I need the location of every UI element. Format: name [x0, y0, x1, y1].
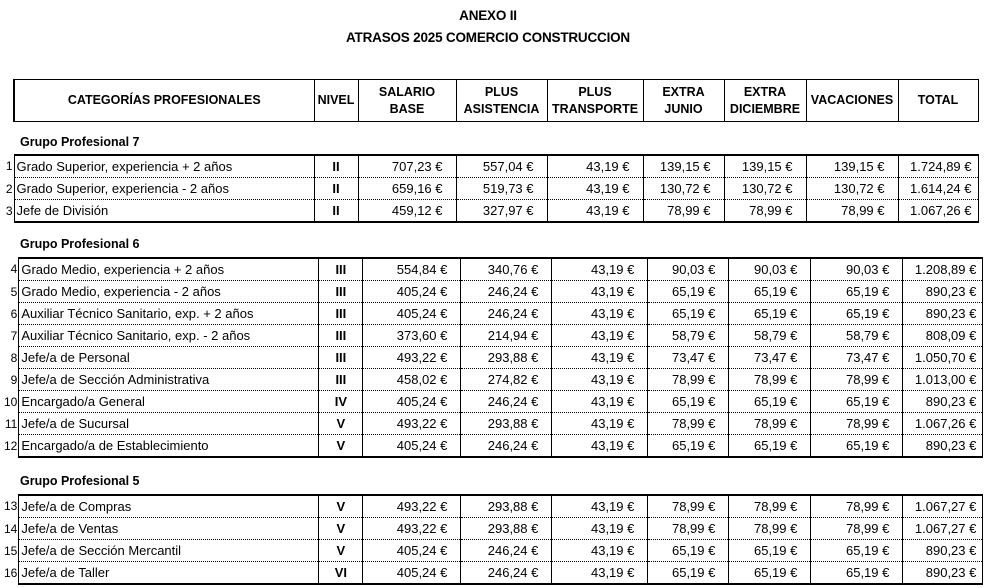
row-number: 1	[5, 159, 13, 174]
group-table	[4, 494, 983, 585]
total-cell: 890,23 €	[903, 562, 983, 585]
extra-junio-cell: 78,99 €	[648, 518, 729, 540]
plus-transporte-cell: 43,19 €	[552, 518, 648, 540]
nivel-cell: III	[319, 369, 363, 391]
vacaciones-cell: 65,19 €	[811, 303, 903, 325]
header-vacaciones: VACACIONES	[806, 80, 898, 122]
row-number: 11	[4, 416, 18, 431]
extra-junio-cell: 65,19 €	[648, 391, 729, 413]
extra-junio-cell: 130,72 €	[643, 178, 724, 200]
row-number: 3	[5, 203, 13, 218]
categoria-cell: Jefe/a de Taller	[19, 562, 319, 585]
total-cell: 890,23 €	[903, 303, 983, 325]
header-total: TOTAL	[898, 80, 978, 122]
salario-base-cell: 493,22 €	[363, 495, 461, 518]
extra-junio-cell: 73,47 €	[648, 347, 729, 369]
salario-base-cell: 707,23 €	[358, 155, 456, 178]
vacaciones-cell: 78,99 €	[811, 369, 903, 391]
plus-transporte-cell: 43,19 €	[552, 435, 648, 458]
salario-base-cell: 458,02 €	[363, 369, 461, 391]
total-cell: 1.050,70 €	[903, 347, 983, 369]
plus-asistencia-cell: 214,94 €	[461, 325, 552, 347]
plus-asistencia-cell: 246,24 €	[461, 303, 552, 325]
header-extra-junio: EXTRA JUNIO	[643, 80, 724, 122]
vacaciones-cell: 65,19 €	[811, 391, 903, 413]
plus-transporte-cell: 43,19 €	[552, 391, 648, 413]
vacaciones-cell: 65,19 €	[811, 562, 903, 585]
extra-diciembre-cell: 65,19 €	[729, 562, 811, 585]
salario-base-cell: 405,24 €	[363, 540, 461, 562]
vacaciones-cell: 90,03 €	[811, 258, 903, 281]
plus-transporte-cell: 43,19 €	[547, 178, 643, 200]
extra-junio-cell: 65,19 €	[648, 540, 729, 562]
plus-transporte-cell: 43,19 €	[552, 413, 648, 435]
categoria-cell: Jefe/a de Compras	[19, 495, 319, 518]
salario-base-cell: 405,24 €	[363, 435, 461, 458]
header-nivel: NIVEL	[314, 80, 358, 122]
nivel-cell: IV	[319, 391, 363, 413]
nivel-cell: V	[319, 413, 363, 435]
table-row	[4, 413, 983, 435]
row-number: 2	[5, 181, 13, 196]
plus-transporte-cell: 43,19 €	[552, 369, 648, 391]
extra-diciembre-cell: 78,99 €	[729, 495, 811, 518]
categoria-cell: Grado Medio, experiencia + 2 años	[19, 258, 319, 281]
plus-transporte-cell: 43,19 €	[552, 303, 648, 325]
salario-base-cell: 493,22 €	[363, 518, 461, 540]
row-number: 9	[10, 372, 18, 387]
row-number: 5	[10, 284, 18, 299]
categoria-cell: Auxiliar Técnico Sanitario, exp. + 2 años	[19, 303, 319, 325]
categoria-cell: Grado Medio, experiencia - 2 años	[19, 281, 319, 303]
plus-asistencia-cell: 340,76 €	[461, 258, 552, 281]
group-title: Grupo Profesional 6	[20, 237, 140, 251]
table-row	[4, 200, 978, 223]
row-number: 16	[4, 565, 18, 580]
vacaciones-cell: 78,99 €	[811, 495, 903, 518]
total-cell: 890,23 €	[903, 435, 983, 458]
extra-diciembre-cell: 139,15 €	[724, 155, 806, 178]
header-extra-diciembre: EXTRA DICIEMBRE	[724, 80, 806, 122]
nivel-cell: III	[319, 258, 363, 281]
table-row	[4, 281, 983, 303]
nivel-cell: II	[314, 178, 358, 200]
plus-asistencia-cell: 293,88 €	[461, 495, 552, 518]
table-row	[4, 540, 983, 562]
plus-transporte-cell: 43,19 €	[547, 200, 643, 223]
table-row	[4, 391, 983, 413]
extra-diciembre-cell: 65,19 €	[729, 281, 811, 303]
row-number: 8	[10, 350, 18, 365]
plus-transporte-cell: 43,19 €	[552, 281, 648, 303]
table-row	[4, 258, 983, 281]
total-cell: 1.013,00 €	[903, 369, 983, 391]
total-cell: 1.067,26 €	[903, 413, 983, 435]
header-plus-transporte: PLUS TRANSPORTE	[547, 80, 643, 122]
total-cell: 1.067,26 €	[898, 200, 978, 223]
vacaciones-cell: 78,99 €	[811, 413, 903, 435]
categoria-cell: Jefe/a de Sección Mercantil	[19, 540, 319, 562]
extra-diciembre-cell: 78,99 €	[729, 518, 811, 540]
categoria-cell: Encargado/a de Establecimiento	[19, 435, 319, 458]
categoria-cell: Auxiliar Técnico Sanitario, exp. - 2 años	[19, 325, 319, 347]
salario-base-cell: 405,24 €	[363, 391, 461, 413]
extra-junio-cell: 78,99 €	[648, 369, 729, 391]
header-plus-asistencia: PLUS ASISTENCIA	[456, 80, 547, 122]
extra-diciembre-cell: 130,72 €	[724, 178, 806, 200]
salario-base-cell: 493,22 €	[363, 413, 461, 435]
categoria-cell: Jefe/a de Sección Administrativa	[19, 369, 319, 391]
plus-transporte-cell: 43,19 €	[552, 495, 648, 518]
extra-junio-cell: 58,79 €	[648, 325, 729, 347]
categoria-cell: Jefe/a de Sucursal	[19, 413, 319, 435]
row-number: 4	[10, 262, 18, 277]
table-row	[4, 303, 983, 325]
vacaciones-cell: 78,99 €	[811, 518, 903, 540]
categoria-cell: Jefe/a de Ventas	[19, 518, 319, 540]
extra-junio-cell: 78,99 €	[643, 200, 724, 223]
extra-diciembre-cell: 73,47 €	[729, 347, 811, 369]
plus-asistencia-cell: 293,88 €	[461, 347, 552, 369]
table-row	[4, 435, 983, 458]
nivel-cell: III	[319, 325, 363, 347]
nivel-cell: V	[319, 495, 363, 518]
header-categorias: CATEGORÍAS PROFESIONALES	[14, 80, 314, 122]
extra-diciembre-cell: 65,19 €	[729, 391, 811, 413]
plus-transporte-cell: 43,19 €	[552, 540, 648, 562]
vacaciones-cell: 65,19 €	[811, 281, 903, 303]
group-table	[4, 257, 983, 458]
plus-asistencia-cell: 246,24 €	[461, 391, 552, 413]
vacaciones-cell: 65,19 €	[811, 435, 903, 458]
row-number: 14	[4, 521, 18, 536]
vacaciones-cell: 139,15 €	[806, 155, 898, 178]
plus-transporte-cell: 43,19 €	[547, 155, 643, 178]
plus-asistencia-cell: 246,24 €	[461, 281, 552, 303]
total-cell: 890,23 €	[903, 540, 983, 562]
plus-transporte-cell: 43,19 €	[552, 258, 648, 281]
group-title: Grupo Profesional 7	[20, 135, 140, 149]
categoria-cell: Encargado/a General	[19, 391, 319, 413]
nivel-cell: III	[319, 281, 363, 303]
extra-junio-cell: 78,99 €	[648, 495, 729, 518]
plus-transporte-cell: 43,19 €	[552, 347, 648, 369]
extra-diciembre-cell: 78,99 €	[724, 200, 806, 223]
extra-diciembre-cell: 65,19 €	[729, 303, 811, 325]
total-cell: 1.067,27 €	[903, 495, 983, 518]
nivel-cell: V	[319, 540, 363, 562]
extra-junio-cell: 65,19 €	[648, 435, 729, 458]
plus-asistencia-cell: 274,82 €	[461, 369, 552, 391]
table-row	[4, 562, 983, 585]
nivel-cell: V	[319, 435, 363, 458]
nivel-cell: III	[319, 303, 363, 325]
total-cell: 890,23 €	[903, 391, 983, 413]
group-title: Grupo Profesional 5	[20, 474, 140, 488]
row-number: 12	[4, 438, 18, 453]
extra-junio-cell: 139,15 €	[643, 155, 724, 178]
plus-asistencia-cell: 293,88 €	[461, 518, 552, 540]
row-number: 6	[10, 306, 18, 321]
total-cell: 1.067,27 €	[903, 518, 983, 540]
nivel-cell: VI	[319, 562, 363, 585]
table-row	[4, 325, 983, 347]
nivel-cell: II	[314, 200, 358, 223]
nivel-cell: V	[319, 518, 363, 540]
extra-junio-cell: 65,19 €	[648, 562, 729, 585]
extra-junio-cell: 65,19 €	[648, 281, 729, 303]
header-salario-base: SALARIO BASE	[358, 80, 456, 122]
plus-asistencia-cell: 246,24 €	[461, 562, 552, 585]
vacaciones-cell: 73,47 €	[811, 347, 903, 369]
extra-junio-cell: 90,03 €	[648, 258, 729, 281]
extra-diciembre-cell: 58,79 €	[729, 325, 811, 347]
salario-base-cell: 459,12 €	[358, 200, 456, 223]
categoria-cell: Grado Superior, experiencia + 2 años	[14, 155, 314, 178]
plus-asistencia-cell: 519,73 €	[456, 178, 547, 200]
categoria-cell: Jefe/a de Personal	[19, 347, 319, 369]
nivel-cell: II	[314, 155, 358, 178]
plus-asistencia-cell: 557,04 €	[456, 155, 547, 178]
group-table	[4, 154, 979, 223]
extra-diciembre-cell: 65,19 €	[729, 540, 811, 562]
extra-diciembre-cell: 78,99 €	[729, 369, 811, 391]
salario-base-cell: 659,16 €	[358, 178, 456, 200]
plus-transporte-cell: 43,19 €	[552, 325, 648, 347]
total-cell: 890,23 €	[903, 281, 983, 303]
plus-asistencia-cell: 293,88 €	[461, 413, 552, 435]
vacaciones-cell: 130,72 €	[806, 178, 898, 200]
plus-asistencia-cell: 246,24 €	[461, 540, 552, 562]
document-title: ANEXO II	[459, 8, 517, 23]
total-cell: 1.614,24 €	[898, 178, 978, 200]
row-number: 7	[10, 328, 18, 343]
nivel-cell: III	[319, 347, 363, 369]
extra-junio-cell: 65,19 €	[648, 303, 729, 325]
extra-diciembre-cell: 65,19 €	[729, 435, 811, 458]
total-cell: 808,09 €	[903, 325, 983, 347]
extra-diciembre-cell: 90,03 €	[729, 258, 811, 281]
vacaciones-cell: 58,79 €	[811, 325, 903, 347]
extra-junio-cell: 78,99 €	[648, 413, 729, 435]
row-number: 10	[4, 394, 18, 409]
salario-base-cell: 405,24 €	[363, 303, 461, 325]
salario-base-cell: 373,60 €	[363, 325, 461, 347]
categoria-cell: Grado Superior, experiencia - 2 años	[14, 178, 314, 200]
header-table	[4, 79, 979, 122]
vacaciones-cell: 78,99 €	[806, 200, 898, 223]
plus-asistencia-cell: 327,97 €	[456, 200, 547, 223]
table-row	[4, 518, 983, 540]
salario-base-cell: 493,22 €	[363, 347, 461, 369]
salario-base-cell: 405,24 €	[363, 562, 461, 585]
table-row	[4, 155, 978, 178]
plus-transporte-cell: 43,19 €	[552, 562, 648, 585]
document-subtitle: ATRASOS 2025 COMERCIO CONSTRUCCION	[346, 30, 630, 45]
salario-base-cell: 554,84 €	[363, 258, 461, 281]
salario-base-cell: 405,24 €	[363, 281, 461, 303]
vacaciones-cell: 65,19 €	[811, 540, 903, 562]
table-row	[4, 347, 983, 369]
table-row	[4, 178, 978, 200]
row-number: 13	[4, 499, 18, 514]
total-cell: 1.208,89 €	[903, 258, 983, 281]
table-row	[4, 369, 983, 391]
table-row	[4, 495, 983, 518]
plus-asistencia-cell: 246,24 €	[461, 435, 552, 458]
extra-diciembre-cell: 78,99 €	[729, 413, 811, 435]
total-cell: 1.724,89 €	[898, 155, 978, 178]
row-number: 15	[4, 543, 18, 558]
categoria-cell: Jefe de División	[14, 200, 314, 223]
